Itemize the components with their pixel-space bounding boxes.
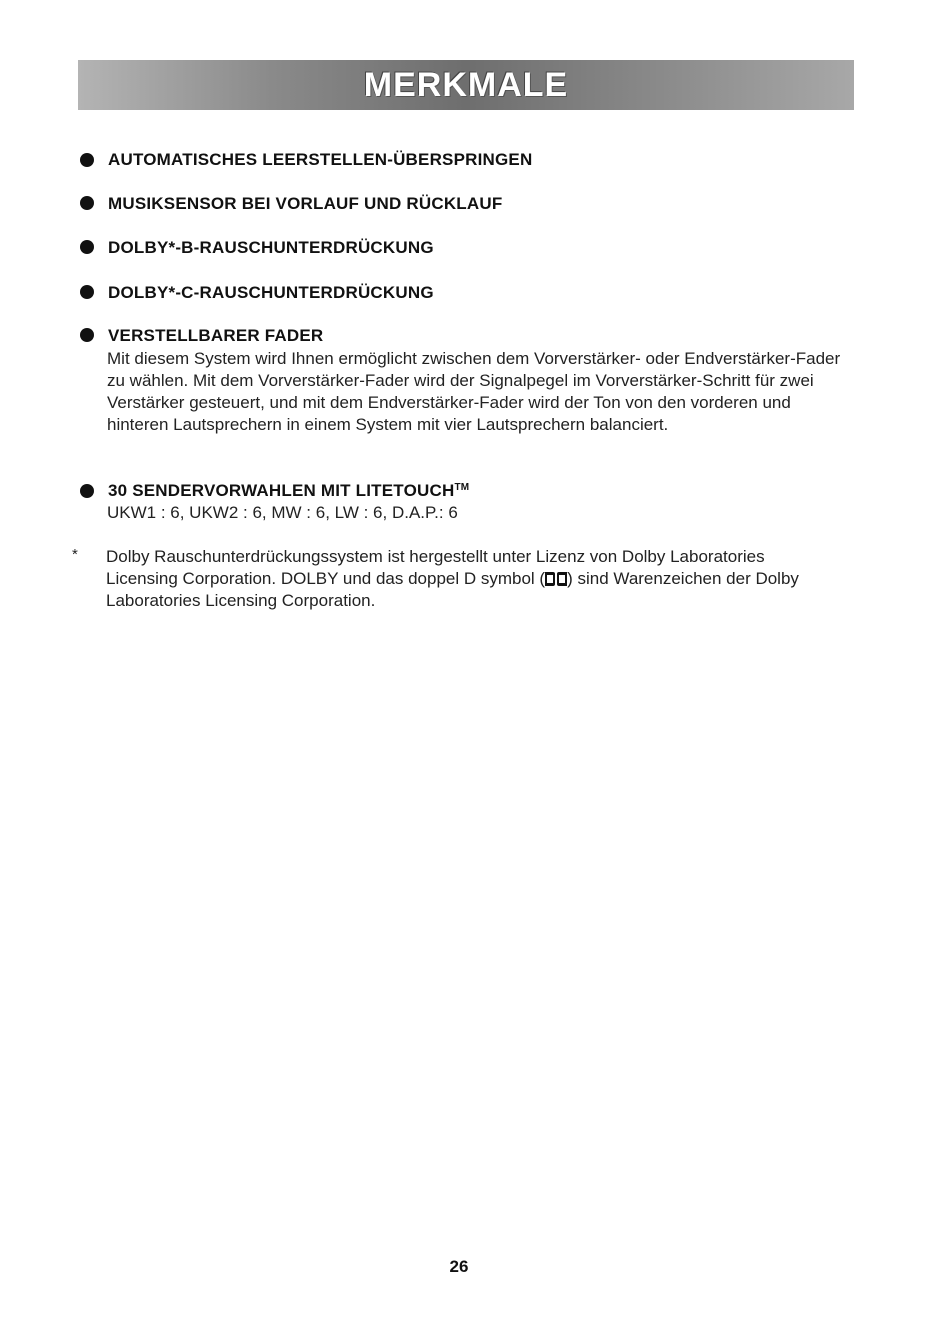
bullet-icon — [80, 484, 94, 498]
bullet-icon — [80, 196, 94, 210]
footnote-text-after: ) sind Warenzeichen der Dolby Laboratories Licensing Corporation. — [106, 569, 799, 610]
feature-description: UKW1 : 6, UKW2 : 6, MW : 6, LW : 6, D.A.P.: 6 — [107, 503, 458, 522]
bullet-icon — [80, 328, 94, 342]
footnote-text-before: Dolby Rauschunterdrückungssystem ist hergestellt unter Lizenz von Dolby Laboratories Licensing Corporation. DOLBY und das doppel D symbol ( — [106, 547, 765, 588]
feature-heading-text: 30 SENDERVORWAHLEN MIT LITETOUCH — [108, 481, 455, 500]
feature-heading: AUTOMATISCHES LEERSTELLEN-ÜBERSPRINGEN — [108, 150, 533, 169]
bullet-icon — [80, 240, 94, 254]
feature-heading: DOLBY*-C-RAUSCHUNTERDRÜCKUNG — [108, 283, 434, 302]
footnote — [106, 546, 826, 612]
feature-heading: DOLBY*-B-RAUSCHUNTERDRÜCKUNG — [108, 238, 434, 257]
footnote-marker: * — [72, 546, 78, 563]
trademark-mark: TM — [454, 482, 470, 493]
feature-heading: VERSTELLBARER FADER — [108, 326, 324, 345]
feature-heading: MUSIKSENSOR BEI VORLAUF UND RÜCKLAUF — [108, 194, 503, 213]
page-title: MERKMALE — [363, 65, 569, 104]
bullet-icon — [80, 153, 94, 167]
title-banner — [78, 60, 854, 110]
feature-description: Mit diesem System wird Ihnen ermöglicht zwischen dem Vorverstärker- oder Endverstärker-Fader zu wählen. Mit dem Vorverstärker-Fader wird der Signalpegel im Vorverstärker-Schritt für zwei Verstärker gesteuert, und mit dem Endverstärker-Fader wird der Ton von den vorderen und hinteren Lautsprechern in einem System mit vier Lautsprechern balanciert. — [107, 349, 841, 434]
bullet-icon — [80, 285, 94, 299]
page-number: 26 — [449, 1257, 469, 1276]
feature-heading — [108, 481, 469, 501]
double-d-icon — [545, 572, 567, 586]
